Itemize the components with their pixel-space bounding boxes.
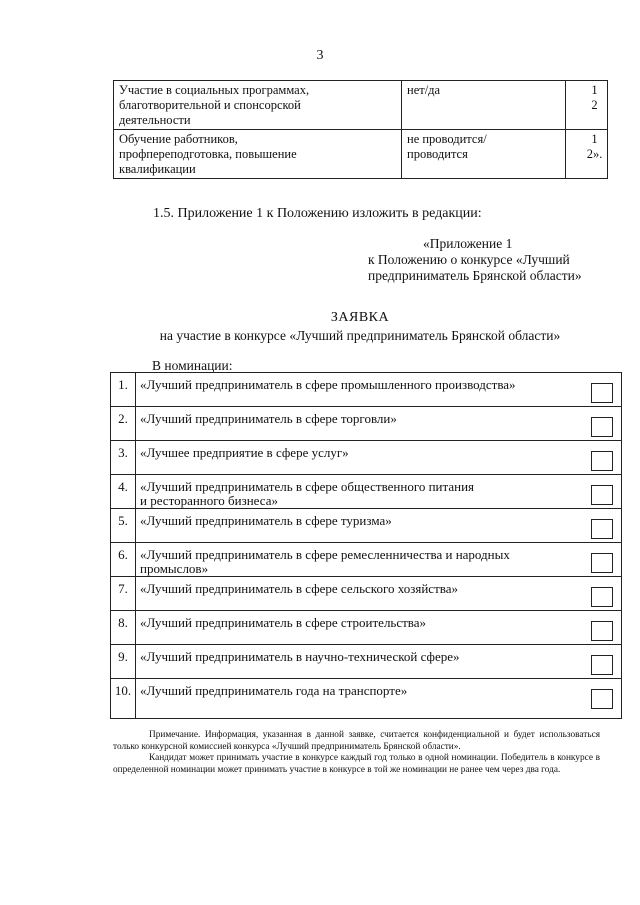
nomination-row	[111, 407, 622, 441]
nomination-checkbox-cell	[581, 611, 622, 645]
nomination-checkbox-cell	[581, 407, 622, 441]
nomination-number: 2.	[111, 407, 136, 441]
values-cell	[402, 130, 566, 179]
criterion-line: профпереподготовка, повышение	[119, 147, 297, 161]
nomination-checkbox-cell	[581, 577, 622, 611]
nomination-row	[111, 577, 622, 611]
note-paragraph: Примечание. Информация, указанная в данной заявке, считается конфиденциальной и будет использоваться только конкурсной комиссией конкурса «Лучший предприниматель Брянской области».	[113, 730, 600, 752]
value-line: не проводится/	[407, 132, 487, 146]
nomination-number: 8.	[111, 611, 136, 645]
points-line: 1	[591, 83, 598, 97]
criterion-cell	[114, 130, 402, 179]
nomination-text	[136, 679, 582, 719]
nomination-row	[111, 645, 622, 679]
nomination-checkbox[interactable]	[591, 689, 613, 709]
nomination-text	[136, 509, 582, 543]
appendix-heading	[368, 236, 608, 284]
nomination-checkbox[interactable]	[591, 519, 613, 539]
footnote	[113, 730, 600, 776]
application-title: ЗАЯВКА	[330, 310, 390, 325]
nomination-text	[136, 475, 582, 509]
criteria-table	[113, 80, 608, 179]
nomination-number: 9.	[111, 645, 136, 679]
nomination-line: «Лучший предприниматель в сфере промышленного производства»	[140, 377, 516, 392]
nomination-row	[111, 509, 622, 543]
nomination-line: «Лучший предприниматель года на транспорте»	[140, 683, 408, 698]
nomination-text	[136, 645, 582, 679]
nomination-text	[136, 543, 582, 577]
nomination-checkbox-cell	[581, 679, 622, 719]
nomination-checkbox-cell	[581, 645, 622, 679]
nomination-number: 4.	[111, 475, 136, 509]
nomination-row	[111, 543, 622, 577]
value-line: нет/да	[407, 83, 441, 97]
nomination-line: промыслов»	[140, 561, 209, 576]
nomination-line: «Лучший предприниматель в сфере сельского хозяйства»	[140, 581, 458, 596]
criterion-line: Участие в социальных программах,	[119, 83, 310, 97]
nomination-checkbox-cell	[581, 373, 622, 407]
nomination-text	[136, 611, 582, 645]
nomination-checkbox-cell	[581, 543, 622, 577]
points-cell	[566, 81, 608, 130]
nomination-text	[136, 373, 582, 407]
points-line: 2».	[586, 147, 603, 161]
appendix-heading-line: предприниматель Брянской области»	[368, 268, 582, 283]
nomination-line: «Лучший предприниматель в научно-технической сфере»	[140, 649, 460, 664]
appendix-heading-line: к Положению о конкурсе «Лучший	[368, 252, 570, 267]
criterion-line: деятельности	[119, 113, 191, 127]
criterion-line: квалификации	[119, 162, 196, 176]
nomination-number: 5.	[111, 509, 136, 543]
table-row	[114, 81, 608, 130]
nomination-checkbox-cell	[581, 475, 622, 509]
nomination-number: 7.	[111, 577, 136, 611]
nomination-checkbox-cell	[581, 509, 622, 543]
application-subtitle: на участие в конкурсе «Лучший предприниматель Брянской области»	[159, 328, 561, 343]
nomination-checkbox[interactable]	[591, 451, 613, 471]
criterion-cell	[114, 81, 402, 130]
nomination-line: и ресторанного бизнеса»	[140, 493, 278, 508]
nomination-line: «Лучшее предприятие в сфере услуг»	[140, 445, 349, 460]
nomination-text	[136, 577, 582, 611]
nomination-row	[111, 475, 622, 509]
nomination-number: 10.	[111, 679, 136, 719]
values-cell	[402, 81, 566, 130]
nomination-line: «Лучший предприниматель в сфере торговли»	[140, 411, 397, 426]
nomination-checkbox[interactable]	[591, 587, 613, 607]
nomination-checkbox[interactable]	[591, 655, 613, 675]
table-row	[114, 130, 608, 179]
nomination-checkbox[interactable]	[591, 383, 613, 403]
clause-text: 1.5. Приложение 1 к Положению изложить в редакции:	[153, 206, 482, 221]
nomination-text	[136, 441, 582, 475]
criterion-line: Обучение работников,	[119, 132, 238, 146]
nomination-number: 3.	[111, 441, 136, 475]
note-paragraph: Кандидат может принимать участие в конкурсе каждый год только в одной номинации. Победитель в конкурсе в определенной номинации может принимать участие в конкурсе в той же номинации не ранее чем через два года.	[113, 753, 600, 775]
nomination-line: «Лучший предприниматель в сфере туризма»	[140, 513, 392, 528]
nomination-checkbox[interactable]	[591, 417, 613, 437]
points-line: 2	[591, 98, 598, 112]
nominations-label: В номинации:	[152, 358, 233, 373]
nominations-table	[110, 372, 622, 719]
nomination-text	[136, 407, 582, 441]
nomination-line: «Лучший предприниматель в сфере общественного питания	[140, 479, 475, 494]
nomination-row	[111, 373, 622, 407]
nomination-number: 6.	[111, 543, 136, 577]
page-number: 3	[316, 48, 324, 63]
points-cell	[566, 130, 608, 179]
nomination-row	[111, 441, 622, 475]
nomination-checkbox-cell	[581, 441, 622, 475]
nomination-line: «Лучший предприниматель в сфере ремесленничества и народных	[140, 547, 510, 562]
appendix-heading-line: «Приложение 1	[423, 236, 513, 251]
criterion-line: благотворительной и спонсорской	[119, 98, 301, 112]
nomination-number: 1.	[111, 373, 136, 407]
nomination-checkbox[interactable]	[591, 485, 613, 505]
nomination-row	[111, 611, 622, 645]
nomination-checkbox[interactable]	[591, 553, 613, 573]
nomination-line: «Лучший предприниматель в сфере строительства»	[140, 615, 427, 630]
points-line: 1	[591, 132, 598, 146]
value-line: проводится	[407, 147, 468, 161]
nomination-checkbox[interactable]	[591, 621, 613, 641]
nomination-row	[111, 679, 622, 719]
